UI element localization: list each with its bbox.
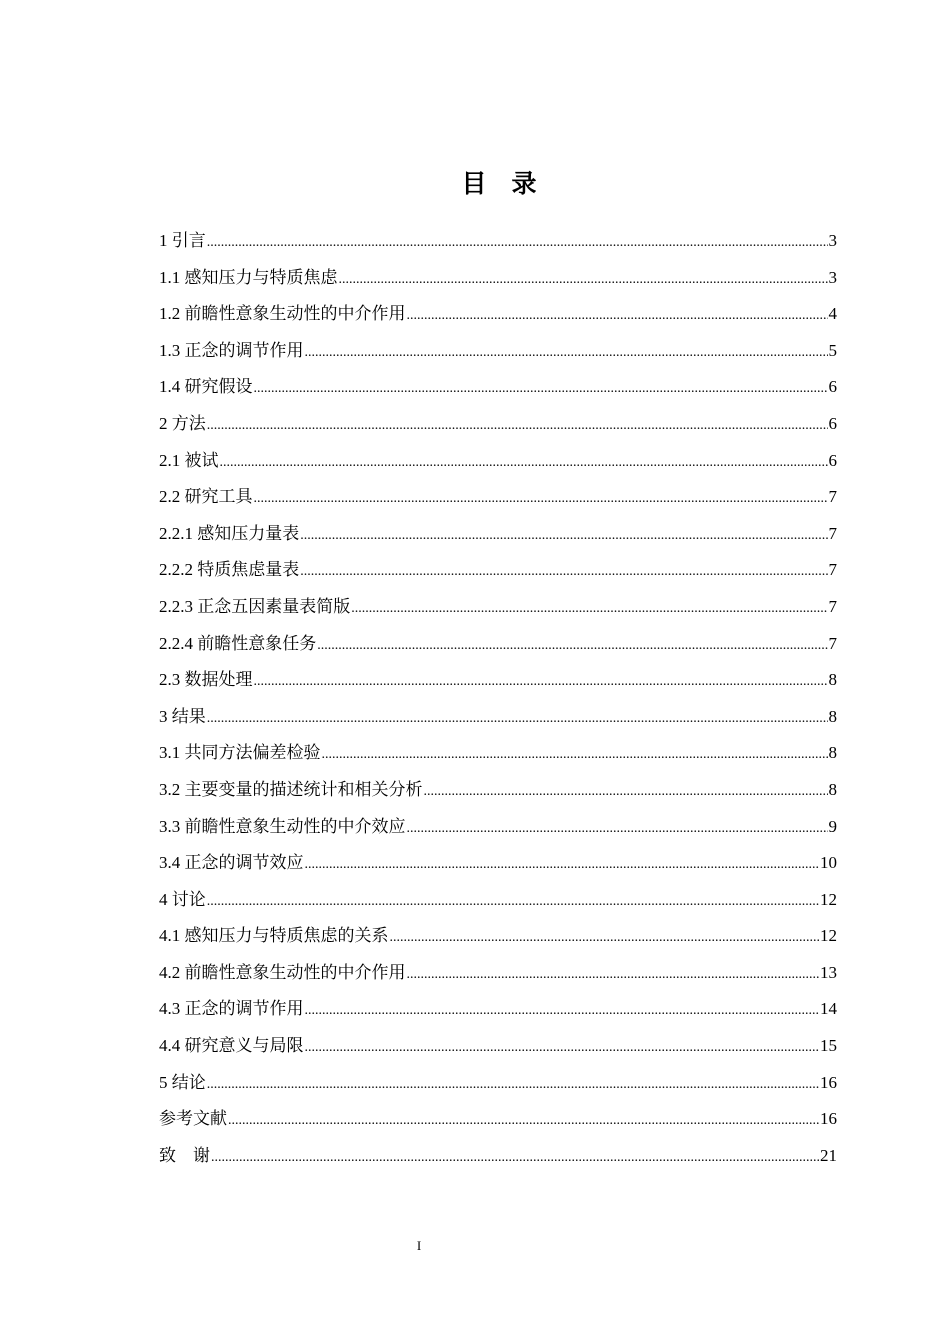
toc-dot-leader: [305, 993, 820, 1030]
toc-entry-label: 2.2 研究工具: [159, 487, 253, 507]
toc-entry-page: 3: [828, 267, 837, 287]
toc-entry-label: 2.2.4 前瞻性意象任务: [159, 633, 317, 653]
toc-dot-leader: [207, 1067, 819, 1104]
toc-entry-page: 8: [828, 706, 837, 726]
toc-entry-label: 参考文献: [159, 1109, 227, 1129]
toc-dot-leader: [228, 1103, 819, 1140]
toc-dot-leader: [254, 664, 828, 701]
toc-dot-leader: [207, 701, 828, 738]
toc-entry-label: 4.2 前瞻性意象生动性的中介作用: [159, 962, 406, 982]
toc-entry-label: 2.3 数据处理: [159, 670, 253, 690]
toc-dot-leader: [317, 628, 827, 665]
toc-dot-leader: [207, 408, 828, 445]
toc-entry[interactable]: [159, 991, 837, 1028]
toc-entry[interactable]: [159, 406, 837, 443]
toc-entry-label: 4.1 感知压力与特质焦虑的关系: [159, 926, 389, 946]
toc-dot-leader: [407, 811, 828, 848]
toc-dot-leader: [211, 1140, 819, 1177]
toc-entry-label: 4.3 正念的调节作用: [159, 999, 304, 1019]
toc-entry[interactable]: [159, 516, 837, 553]
toc-entry-label: 致 谢: [159, 1145, 210, 1165]
toc-entry-page: 14: [820, 999, 837, 1019]
toc-entry-label: 2 方法: [159, 413, 206, 433]
toc-entry[interactable]: [159, 296, 837, 333]
toc-entry-page: 5: [828, 340, 837, 360]
toc-entry-page: 3: [828, 231, 837, 250]
toc-entry-label: 1.4 研究假设: [159, 377, 253, 397]
toc-entry[interactable]: [159, 699, 837, 736]
toc-dot-leader: [254, 371, 828, 408]
toc-entry-label: 1.2 前瞻性意象生动性的中介作用: [159, 304, 406, 324]
toc-entry-page: 7: [828, 633, 837, 653]
toc-entry-page: 7: [828, 487, 837, 507]
toc-entry-label: 3.3 前瞻性意象生动性的中介效应: [159, 816, 406, 836]
toc-entry[interactable]: [159, 333, 837, 370]
toc-entry[interactable]: [159, 1138, 837, 1175]
toc-entry-page: 16: [820, 1072, 837, 1092]
toc-entry-page: 7: [828, 560, 837, 580]
toc-entry-label: 3.2 主要变量的描述统计和相关分析: [159, 779, 423, 799]
toc-entry-label: 2.2.1 感知压力量表: [159, 523, 300, 543]
toc-entry-label: 2.1 被试: [159, 450, 219, 470]
toc-entry[interactable]: [159, 918, 837, 955]
toc-dot-leader: [351, 591, 827, 628]
toc-entry-page: 6: [828, 413, 837, 433]
toc-entry[interactable]: [159, 223, 837, 260]
toc-entry-page: 9: [828, 816, 837, 836]
toc-entry-page: 16: [820, 1109, 837, 1129]
toc-entry-label: 5 结论: [159, 1072, 206, 1092]
toc-dot-leader: [207, 225, 828, 262]
toc-dot-leader: [300, 554, 827, 591]
toc-dot-leader: [407, 957, 820, 994]
toc-dot-leader: [322, 737, 828, 774]
toc-dot-leader: [339, 262, 828, 299]
toc-entry[interactable]: [159, 662, 837, 699]
toc-entry[interactable]: [159, 735, 837, 772]
toc-entry[interactable]: [159, 882, 837, 919]
toc-entry[interactable]: [159, 1028, 837, 1065]
toc-entry-label: 2.2.3 正念五因素量表简版: [159, 596, 351, 616]
toc-dot-leader: [305, 335, 828, 372]
toc-entry-page: 7: [828, 596, 837, 616]
toc-entry[interactable]: [159, 772, 837, 809]
toc-entry-page: 10: [820, 853, 837, 873]
toc-entry[interactable]: [159, 552, 837, 589]
toc-dot-leader: [207, 884, 819, 921]
page-number: I: [416, 1238, 422, 1253]
toc-entry-label: 3 结果: [159, 706, 206, 726]
toc-dot-leader: [407, 298, 828, 335]
toc-entry-page: 12: [820, 926, 837, 946]
toc-dot-leader: [305, 847, 820, 884]
toc-entry[interactable]: [159, 1101, 837, 1138]
toc-entry-label: 4.4 研究意义与局限: [159, 1036, 304, 1056]
toc-entry[interactable]: [159, 845, 837, 882]
toc-entry-page: 6: [828, 377, 837, 397]
toc-entry-page: 6: [828, 450, 837, 470]
toc-dot-leader: [254, 481, 828, 518]
toc-entry[interactable]: [159, 626, 837, 663]
toc-entry-page: 13: [820, 962, 837, 982]
toc-entry-label: 3.4 正念的调节效应: [159, 853, 304, 873]
toc-dot-leader: [305, 1030, 820, 1067]
toc-entry-page: 15: [820, 1036, 837, 1056]
toc-entry[interactable]: [159, 1065, 837, 1102]
page-title: 目 录: [461, 169, 537, 198]
toc-entry-page: 21: [820, 1145, 837, 1165]
toc-entry[interactable]: [159, 260, 837, 297]
toc-entry-page: 7: [828, 523, 837, 543]
toc-entry-label: 1.1 感知压力与特质焦虑: [159, 267, 338, 287]
toc-dot-leader: [300, 518, 827, 555]
toc-entry-label: 4 讨论: [159, 889, 206, 909]
toc-entry-label: 1.3 正念的调节作用: [159, 340, 304, 360]
toc-entry-label: 2.2.2 特质焦虑量表: [159, 560, 300, 580]
toc-entry[interactable]: [159, 369, 837, 406]
toc-entry-page: 8: [828, 779, 837, 799]
toc-entry[interactable]: [159, 479, 837, 516]
toc-entry[interactable]: [159, 443, 837, 480]
table-of-contents: [159, 223, 837, 1174]
toc-dot-leader: [390, 920, 820, 957]
toc-dot-leader: [220, 445, 828, 482]
toc-entry-page: 4: [828, 304, 837, 324]
toc-entry-page: 8: [828, 670, 837, 690]
toc-entry[interactable]: [159, 955, 837, 992]
toc-entry-page: 8: [828, 743, 837, 763]
toc-dot-leader: [424, 774, 828, 811]
toc-entry-label: 1 引言: [159, 231, 206, 250]
toc-entry[interactable]: [159, 809, 837, 846]
toc-entry[interactable]: [159, 589, 837, 626]
toc-entry-label: 3.1 共同方法偏差检验: [159, 743, 321, 763]
toc-entry-page: 12: [820, 889, 837, 909]
